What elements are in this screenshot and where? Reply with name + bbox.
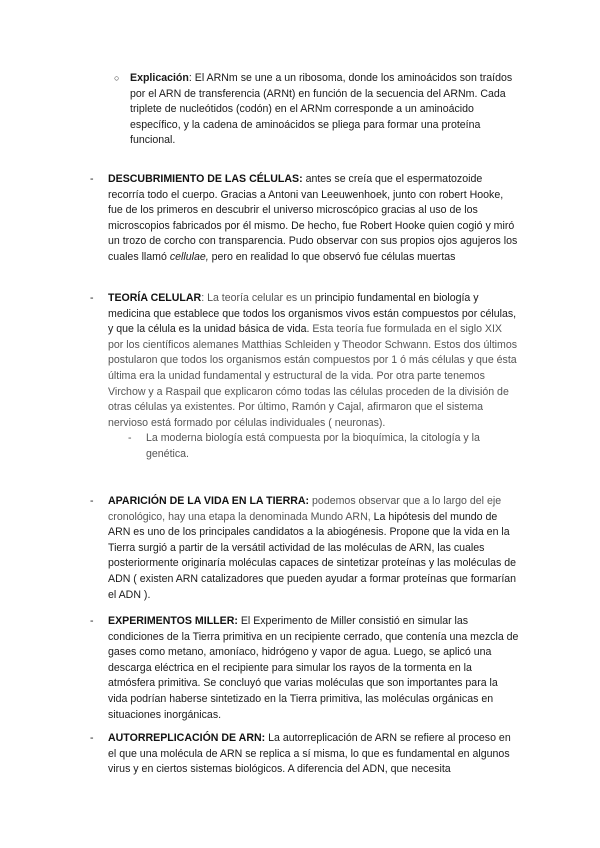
celulas-italic: cellulae,: [169, 250, 209, 263]
dash-bullet-icon: -: [90, 292, 94, 304]
autorreplicacion-paragraph: [108, 731, 520, 778]
aparicion-paragraph: [108, 494, 520, 603]
teoria-text-dark: principio fundamental en biología y medicina que establece que todos los organismos vivos están compuestos por células, y que la célula es la unidad básica de vida.: [108, 292, 517, 336]
celulas-paragraph: [108, 172, 520, 266]
autorreplicacion-item: [90, 731, 520, 778]
circle-bullet-icon: ○: [114, 73, 120, 83]
explicacion-subitem: [114, 71, 525, 149]
aparicion-text-dark: La hipótesis del mundo de ARN es uno de los principales candidatos a la abiogénesis. Propone que la vida en la Tierra surgió a partir de la versátil actividad de las moléculas de ARN, las cuales posteriormente originaría moléculas capaces de sintetizar proteínas y las moléculas de ADN ( existen ARN catalizadores que pueden ayudar a formar proteínas que formarían el ADN ).: [108, 510, 517, 601]
teoria-lead: TEORÍA CELULAR: [108, 292, 202, 304]
miller-item: [90, 614, 520, 723]
dash-bullet-icon: -: [128, 432, 132, 445]
aparicion-text-soft: podemos observar que a lo largo del eje cronológico, hay una etapa la denominada Mundo ARN,: [108, 495, 502, 523]
miller-paragraph: [108, 614, 520, 723]
miller-lead: EXPERIMENTOS MILLER:: [108, 615, 238, 627]
teoria-subitem: [128, 431, 522, 462]
celulas-lead: DESCUBRIMIENTO DE LAS CÉLULAS:: [108, 173, 303, 185]
celulas-item: [90, 172, 520, 266]
teoria-item: [90, 291, 520, 463]
teoria-text-soft-1: : La teoría celular es un: [201, 292, 315, 304]
teoria-sub-text: La moderna biología está compuesta por la bioquímica, la citología y la genética.: [146, 432, 480, 460]
autorreplicacion-lead: AUTORREPLICACIÓN DE ARN:: [108, 732, 266, 744]
dash-bullet-icon: -: [90, 615, 94, 627]
celulas-text-2: pero en realidad lo que observó fue células muertas: [208, 250, 456, 263]
teoria-paragraph: [108, 291, 520, 431]
explicacion-lead: Explicación: [130, 72, 189, 84]
dash-bullet-icon: -: [90, 173, 94, 185]
dash-bullet-icon: -: [90, 732, 94, 744]
explicacion-text: : El ARNm se une a un ribosoma, donde los aminoácidos son traídos por el ARN de transferencia (ARNt) en función de la secuencia del ARNm. Cada triplete de nucleótidos (codón) en el ARNm corresponde a un aminoácido específico, y la cadena de aminoácidos se pliega para formar una proteína funcional.: [130, 72, 513, 147]
teoria-text-soft-2: Esta teoría fue formulada en el siglo XIX por los científicos alemanes Matthias Schleiden y Theodor Schwann. Estos dos últimos postularon que todos los organismos están compuestos por 1 ó más células y que ésta última era la unidad fundamental y estructural de la vida. Por otra parte tenemos Virchow y a Raspail que explicaron cómo todas las células proceden de la división de otras células ya existentes. Por último, Ramón y Cajal, afirmaron que el sistema nervioso está formado por células individuales ( neuronas).: [108, 323, 518, 429]
autorreplicacion-text: La autorreplicación de ARN se refiere al proceso en el que una molécula de ARN se replica a sí misma, lo que es fundamental en algunos virus y en ciertos sistemas biológicos. A diferencia del ADN, que necesita: [108, 732, 511, 776]
aparicion-item: [90, 494, 520, 603]
explicacion-paragraph: [130, 71, 525, 149]
aparicion-lead: APARICIÓN DE LA VIDA EN LA TIERRA:: [108, 495, 310, 507]
miller-text: El Experimento de Miller consistió en simular las condiciones de la Tierra primitiva en un recipiente cerrado, que contenía una mezcla de gases como metano, amoníaco, hidrógeno y vapor de agua. Luego, se aplicó una descarga eléctrica en el recipiente para simular los rayos de la tormenta en la atmósfera primitiva. Se concluyó que varias moléculas que son importantes para la vida podrían haberse sintetizado en la Tierra primitiva, las moléculas orgánicas en situaciones inorgánicas.: [108, 615, 519, 721]
celulas-text-1: antes se creía que el espermatozoide recorría todo el cuerpo. Gracias a Antoni van Leeuwenhoek, junto con robert Hooke, fue de los primeros en descubrir el universo microscópico gracias al uso de los microscopios fabricados por él mismo. De hecho, fue Robert Hooke quien cogió y miró un trozo de corcho con transparencia. Pudo observar con sus propios ojos agujeros los cuales llamó: [108, 173, 518, 263]
dash-bullet-icon: -: [90, 495, 94, 507]
